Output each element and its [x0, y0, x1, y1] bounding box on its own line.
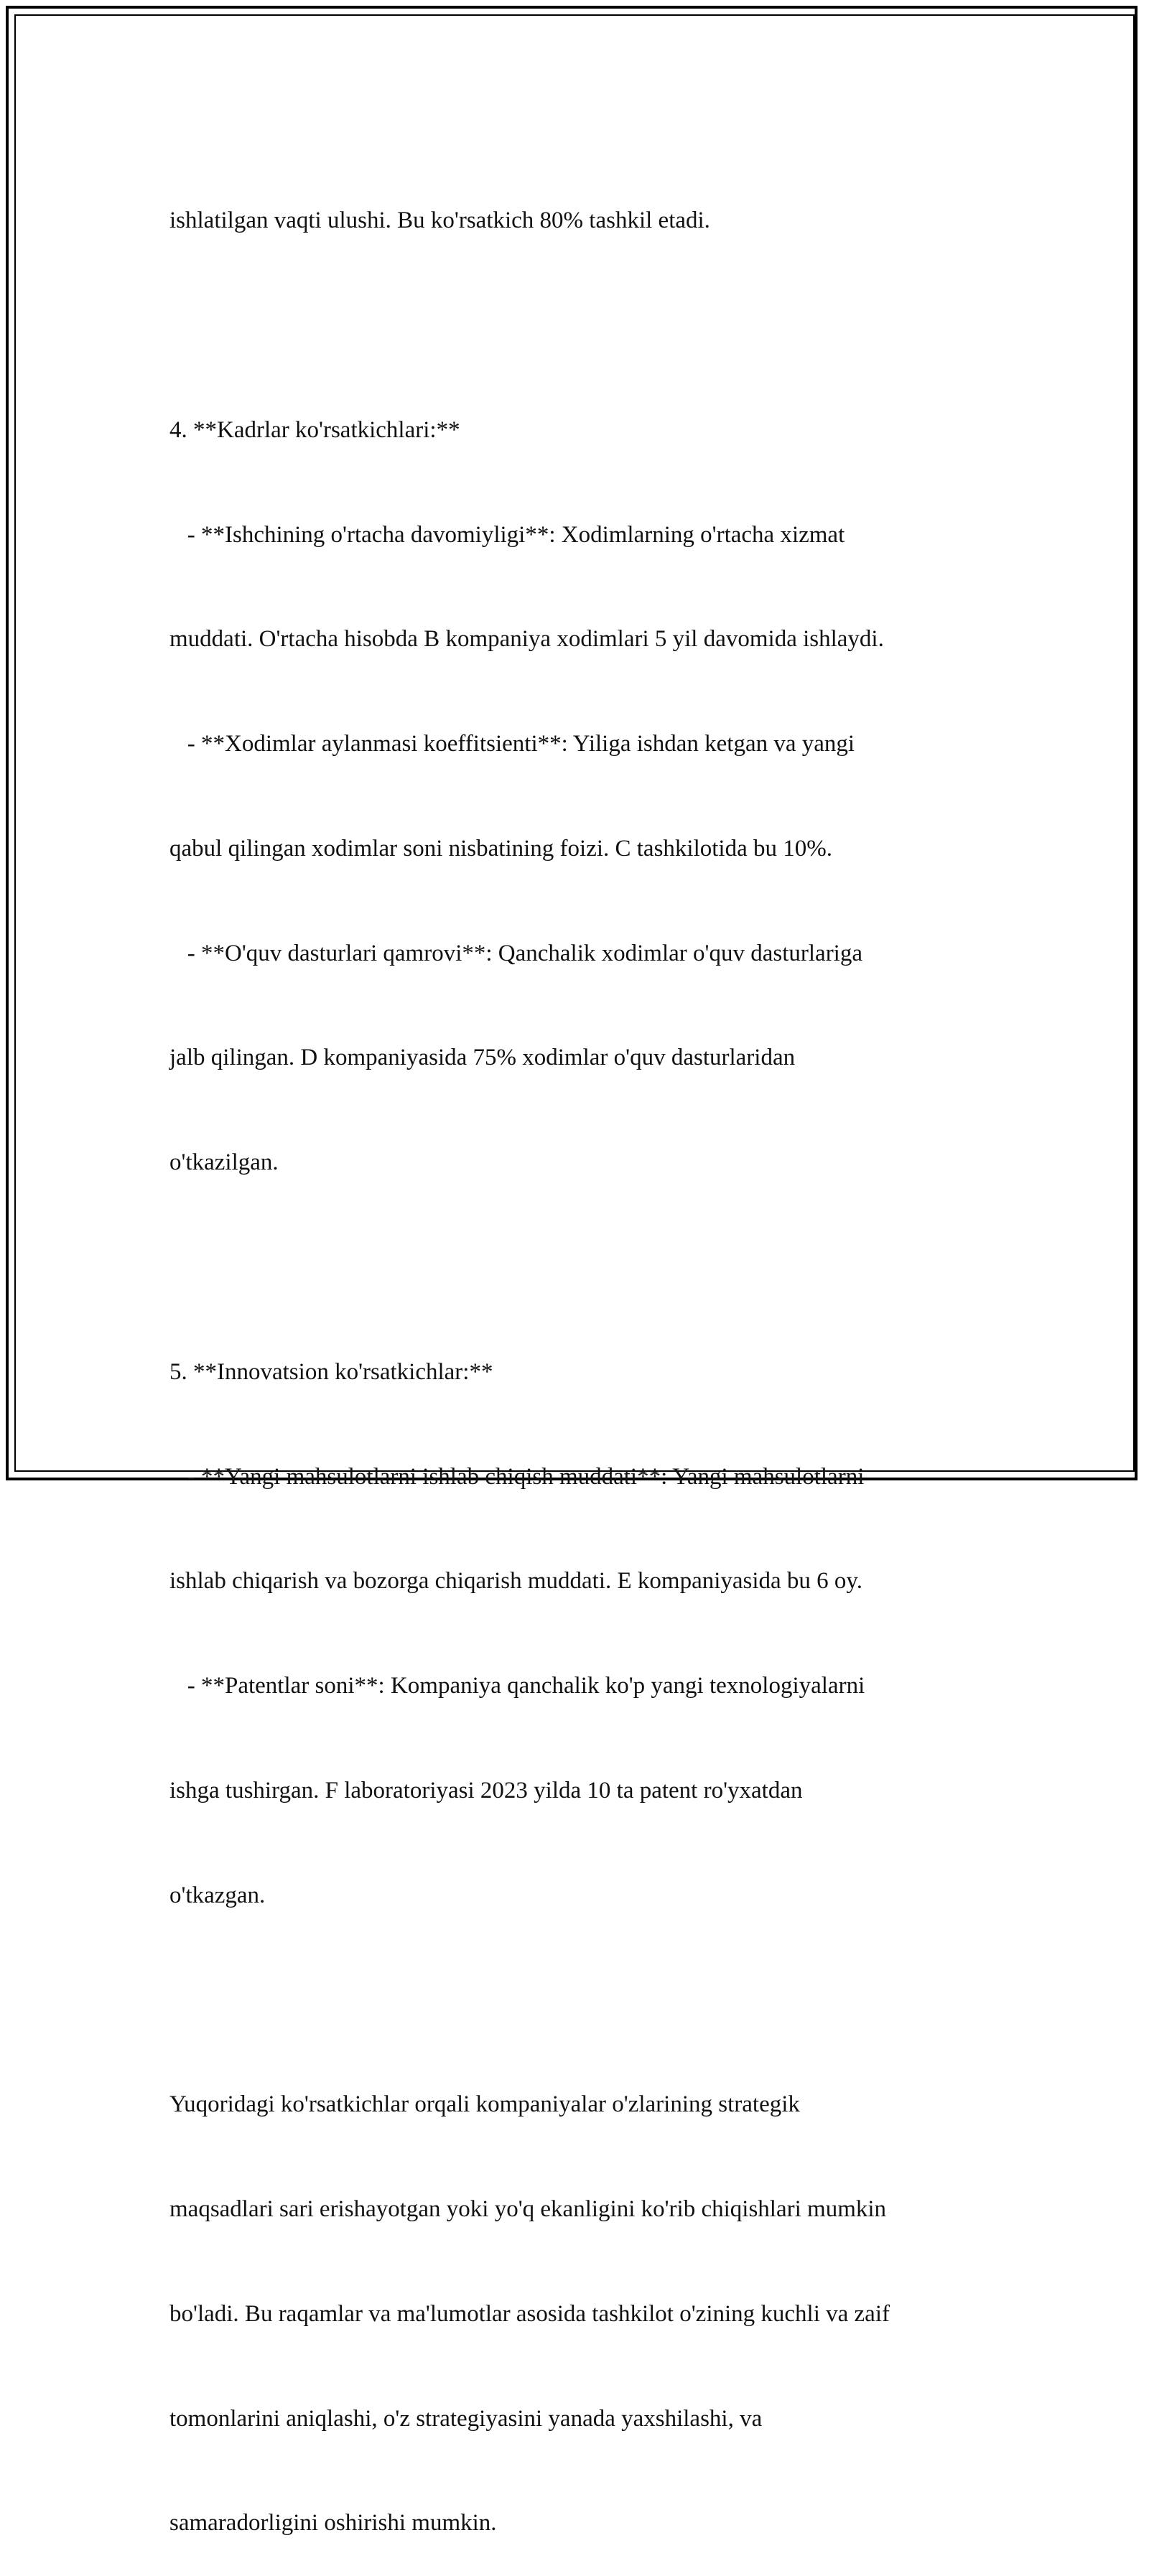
conclusion-paragraph-line: samaradorligini oshirishi mumkin. [169, 2510, 497, 2537]
list-item-yangi-mahsulotlar: - **Yangi mahsulotlarni ishlab chiqish muddati**: Yangi mahsulotlarni [169, 1463, 865, 1490]
section-heading-innovatsion: 5. **Innovatsion ko'rsatkichlar:** [169, 1358, 493, 1385]
text-line: muddati. O'rtacha hisobda B kompaniya xodimlari 5 yil davomida ishlaydi. [169, 626, 884, 653]
text-line: o'tkazgan. [169, 1882, 266, 1908]
text-line: ishlab chiqarish va bozorga chiqarish muddati. E kompaniyasida bu 6 oy. [169, 1568, 863, 1595]
list-item-oquv-dasturlari: - **O'quv dasturlari qamrovi**: Qanchalik xodimlar o'quv dasturlariga [169, 940, 862, 966]
document-body [169, 134, 988, 2576]
text-line: jalb qilingan. D kompaniyasida 75% xodimlar o'quv dasturlaridan [169, 1045, 796, 1071]
list-item-ishchining: - **Ishchining o'rtacha davomiyligi**: Xodimlarning o'rtacha xizmat [169, 521, 845, 548]
conclusion-paragraph-line: tomonlarini aniqlashi, o'z strategiyasini yanada yaxshilashi, va [169, 2405, 763, 2432]
text-line: o'tkazilgan. [169, 1149, 279, 1176]
blank-line [169, 1250, 988, 1285]
text-line: qabul qilingan xodimlar soni nisbatining foizi. C tashkilotida bu 10%. [169, 835, 832, 862]
list-item-patentlar: - **Patentlar soni**: Kompaniya qanchalik ko'p yangi texnologiyalarni [169, 1673, 865, 1699]
text-line: ishlatilgan vaqti ulushi. Bu ko'rsatkich 80% tashkil etadi. [169, 207, 710, 234]
blank-line [169, 1982, 988, 2017]
blank-line [169, 308, 988, 343]
conclusion-paragraph-line: maqsadlari sari erishayotgan yoki yo'q ekanligini ko'rib chiqishlari mumkin [169, 2196, 887, 2223]
list-item-xodimlar-aylanmasi: - **Xodimlar aylanmasi koeffitsienti**: Yiliga ishdan ketgan va yangi [169, 731, 855, 757]
conclusion-paragraph-line: bo'ladi. Bu raqamlar va ma'lumotlar asosida tashkilot o'zining kuchli va zaif [169, 2300, 890, 2327]
section-heading-kadrlar: 4. **Kadrlar ko'rsatkichlari:** [169, 416, 460, 443]
conclusion-paragraph-line: Yuqoridagi ko'rsatkichlar orqali kompaniyalar o'zlarining strategik [169, 2091, 800, 2118]
text-line: ishga tushirgan. F laboratoriyasi 2023 yilda 10 ta patent ro'yxatdan [169, 1777, 803, 1803]
